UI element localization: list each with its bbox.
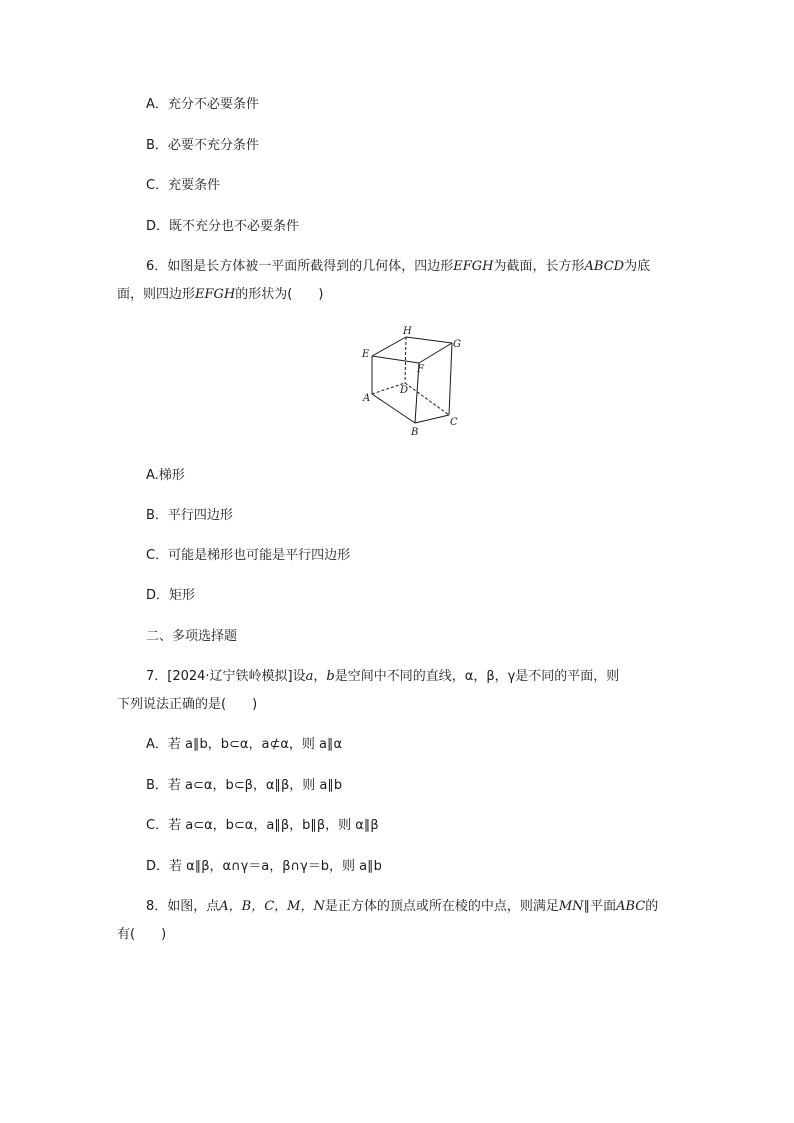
q7-option-c: C．若 a⊂α，b⊂α，a∥β，b∥β，则 α∥β: [146, 818, 379, 833]
q7-stem-text: ，: [313, 669, 327, 684]
q6-figure: [358, 325, 468, 445]
q6-option-b: B．平行四边形: [146, 508, 233, 523]
edge-fe: [372, 356, 419, 363]
q5-option-c: C．充要条件: [146, 178, 221, 193]
vertex-label-e: E: [362, 349, 370, 360]
q8-abc: ABC: [616, 899, 646, 914]
edge-ab: [372, 394, 415, 423]
edge-hd-hidden: [405, 337, 406, 383]
q7-stem-text: 是空间中不同的直线，α，β，γ是不同的平面，则: [334, 669, 620, 684]
q8-points: A，B，C，M，N: [219, 899, 325, 914]
q7-var-a: a: [305, 669, 314, 684]
q6-stem-text: 为截面，长方形: [493, 259, 585, 274]
q8-stem-text: 是正方体的顶点或所在棱的中点，则满足: [324, 899, 559, 914]
q6-stem-text: 的形状为( ): [235, 287, 324, 302]
q6-option-c: C．可能是梯形也可能是平行四边形: [146, 548, 351, 563]
q8-stem-line2: 有( ): [117, 927, 167, 942]
q6-option-a: A.梯形: [146, 468, 185, 483]
q7-option-d: D．若 α∥β，α∩γ＝a，β∩γ＝b，则 a∥b: [146, 859, 382, 874]
q5-option-a: A．充分不必要条件: [146, 97, 259, 112]
vertex-label-g: G: [453, 339, 461, 350]
vertex-label-b: B: [411, 427, 419, 438]
vertex-label-d: D: [400, 385, 409, 396]
q8-stem-text: 的: [645, 899, 659, 914]
q6-stem-text: 为底: [624, 259, 651, 274]
vertex-label-c: C: [450, 417, 458, 428]
q8-mn: MN: [558, 899, 584, 914]
q6-option-d: D．矩形: [146, 588, 196, 603]
q6-stem-efgh: EFGH: [453, 259, 494, 274]
q7-var-b: b: [326, 669, 335, 684]
cuboid-section-diagram: [358, 325, 468, 445]
q6-stem-text: 6．如图是长方体被一平面所截得到的几何体，四边形: [146, 259, 454, 274]
edge-gc: [449, 343, 452, 415]
q7-option-a: A．若 a∥b，b⊂α，a⊄α，则 a∥α: [146, 737, 343, 752]
vertex-label-h: H: [403, 326, 412, 337]
q7-option-b: B．若 a⊂α，b⊂β，α∥β，则 a∥b: [146, 778, 343, 793]
q6-stem-efgh: EFGH: [195, 287, 236, 302]
q6-stem-abcd: ABCD: [584, 259, 625, 274]
edge-eh: [372, 337, 406, 356]
edge-gf: [419, 343, 452, 363]
q8-stem-text: ∥平面: [583, 899, 617, 914]
q7-stem-line2: 下列说法正确的是( ): [117, 697, 258, 712]
section-heading: 二、多项选择题: [146, 629, 238, 644]
q6-stem-line1: [146, 258, 650, 276]
q7-stem-line1: [146, 668, 619, 686]
q6-stem-text: 面，则四边形: [117, 287, 196, 302]
q6-stem-line2: [117, 286, 323, 304]
edge-hg: [406, 337, 452, 343]
q7-stem-text: 7．[2024·辽宁铁岭模拟]设: [146, 669, 306, 684]
edge-dc-hidden: [405, 383, 449, 415]
q8-stem-text: 8．如图，点: [146, 899, 220, 914]
vertex-label-a: A: [363, 393, 371, 404]
vertex-label-f: F: [417, 364, 424, 375]
q8-stem-line1: [146, 898, 658, 916]
q5-option-d: D．既不充分也不必要条件: [146, 219, 300, 234]
q5-option-b: B．必要不充分条件: [146, 138, 259, 153]
edge-bc: [415, 415, 449, 423]
